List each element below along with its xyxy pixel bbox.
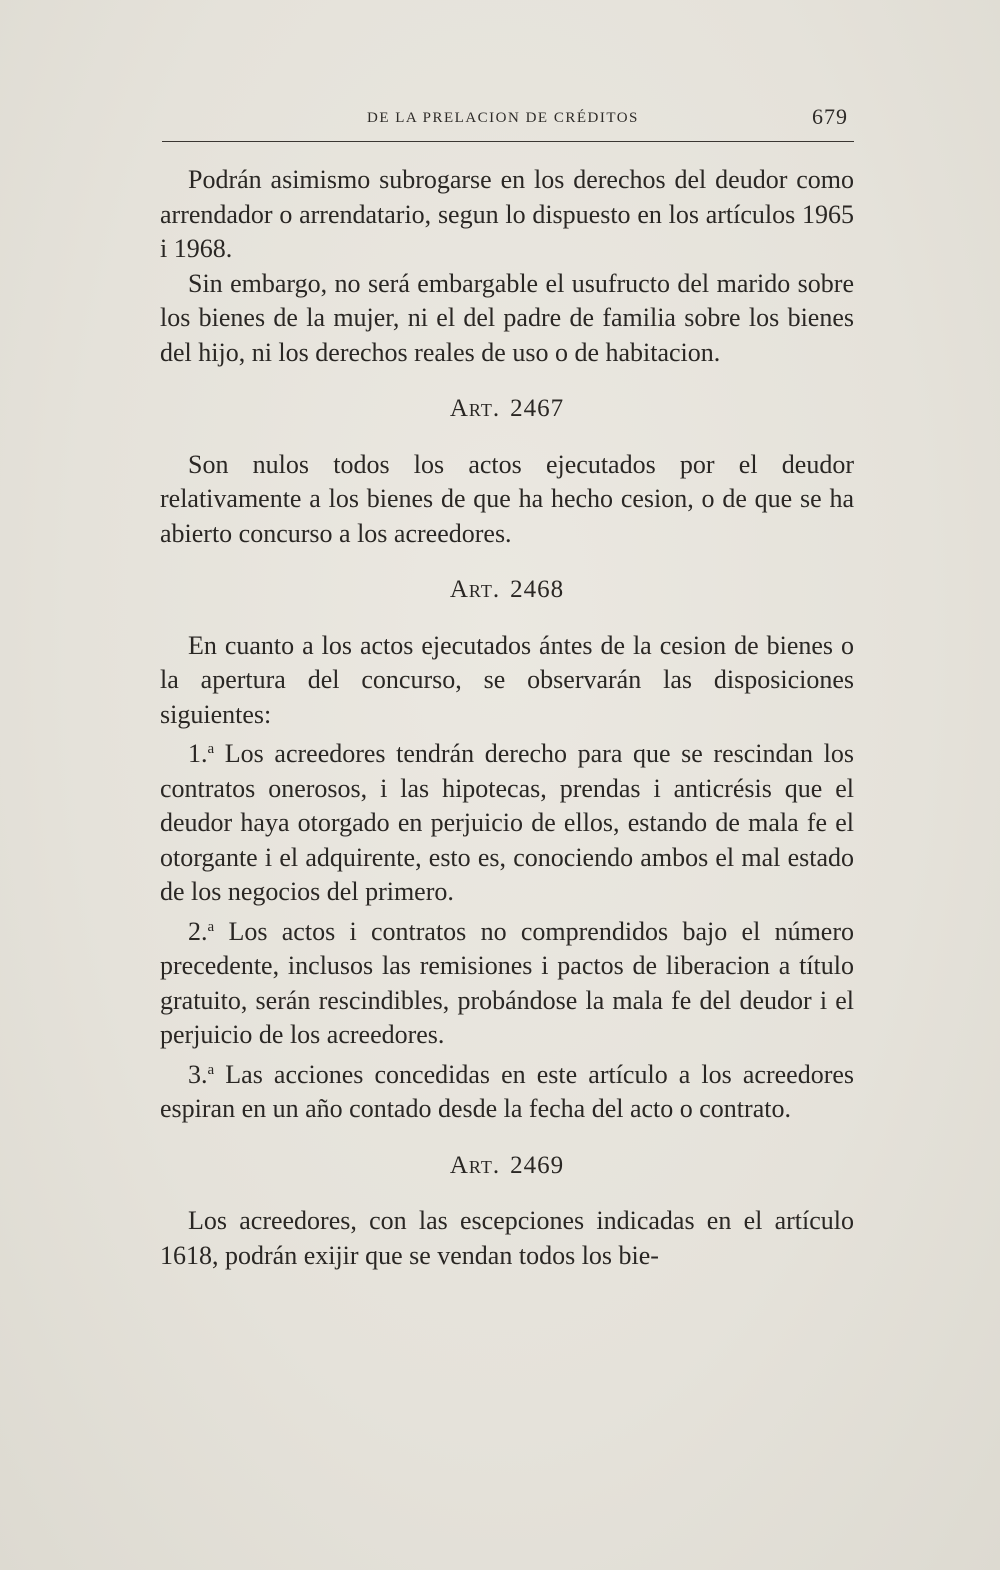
- list-item-1: [160, 732, 854, 910]
- article-label: Art.: [449, 395, 501, 422]
- item-ordinal: a: [207, 741, 215, 757]
- list-item-3: [160, 1053, 854, 1127]
- article-number: 2468: [510, 576, 565, 603]
- article-number: 2469: [510, 1151, 565, 1179]
- running-title: DE LA PRELACION DE CRÉDITOS: [367, 110, 639, 126]
- item-number: 1.: [188, 739, 208, 768]
- article-heading-2468: [160, 573, 854, 608]
- article-heading-2467: [160, 392, 854, 427]
- article-label: Art.: [449, 576, 501, 603]
- body-text: [160, 163, 854, 1273]
- header-rule: [162, 141, 854, 142]
- item-text: Los actos i contratos no comprendidos bajo el número precedente, inclusos las remisiones i pactos de liberacion a título gratuito, serán rescindibles, probándose la mala fe del deudor i el perjuicio de los acreedores.: [160, 916, 855, 1049]
- item-number: 2.: [188, 916, 208, 946]
- page-number: 679: [812, 104, 848, 129]
- item-text: Las acciones concedidas en este artículo a los acreedores espiran en un año contado desde la fecha del acto o contrato.: [160, 1059, 855, 1123]
- paragraph-usufruct: Sin embargo, no será embargable el usufructo del marido sobre los bienes de la mujer, ni el del padre de familia sobre los bienes del hijo, ni los derechos reales de uso o de habitacion.: [160, 268, 854, 367]
- paragraph-sale-of-goods: Los acreedores, con las escepciones indicadas en el artículo 1618, podrán exijir que se vendan todos los bie-: [160, 1206, 854, 1270]
- paragraph-subrogation: Podrán asimismo subrogarse en los derechos del deudor como arrendador o arrendatario, segun lo dispuesto en los artículos 1965 i 1968.: [160, 165, 854, 263]
- paragraph-prior-acts: En cuanto a los actos ejecutados ántes de la cesion de bienes o la apertura del concurso, se observarán las disposiciones siguientes:: [160, 630, 854, 729]
- item-text: Los acreedores tendrán derecho para que se rescindan los contratos onerosos, i las hipotecas, prendas i anticrésis que el deudor haya otorgado en perjuicio de ellos, estando de mala fe el otorgante i el adquirente, esto es, conociendo ambos el mal estado de los negocios del primero.: [160, 739, 855, 906]
- item-ordinal: a: [207, 918, 215, 935]
- list-item-2: [160, 910, 854, 1053]
- paragraph-nullity: Son nulos todos los actos ejecutados por el deudor relativamente a los bienes de que ha hecho cesion, o de que se ha abierto concurso a los acreedores.: [160, 449, 854, 548]
- article-label: Art.: [449, 1151, 501, 1179]
- article-number: 2467: [510, 395, 565, 422]
- item-number: 3.: [188, 1059, 208, 1089]
- item-ordinal: a: [207, 1061, 215, 1078]
- article-heading-2469: [160, 1149, 854, 1184]
- running-head: [162, 104, 854, 134]
